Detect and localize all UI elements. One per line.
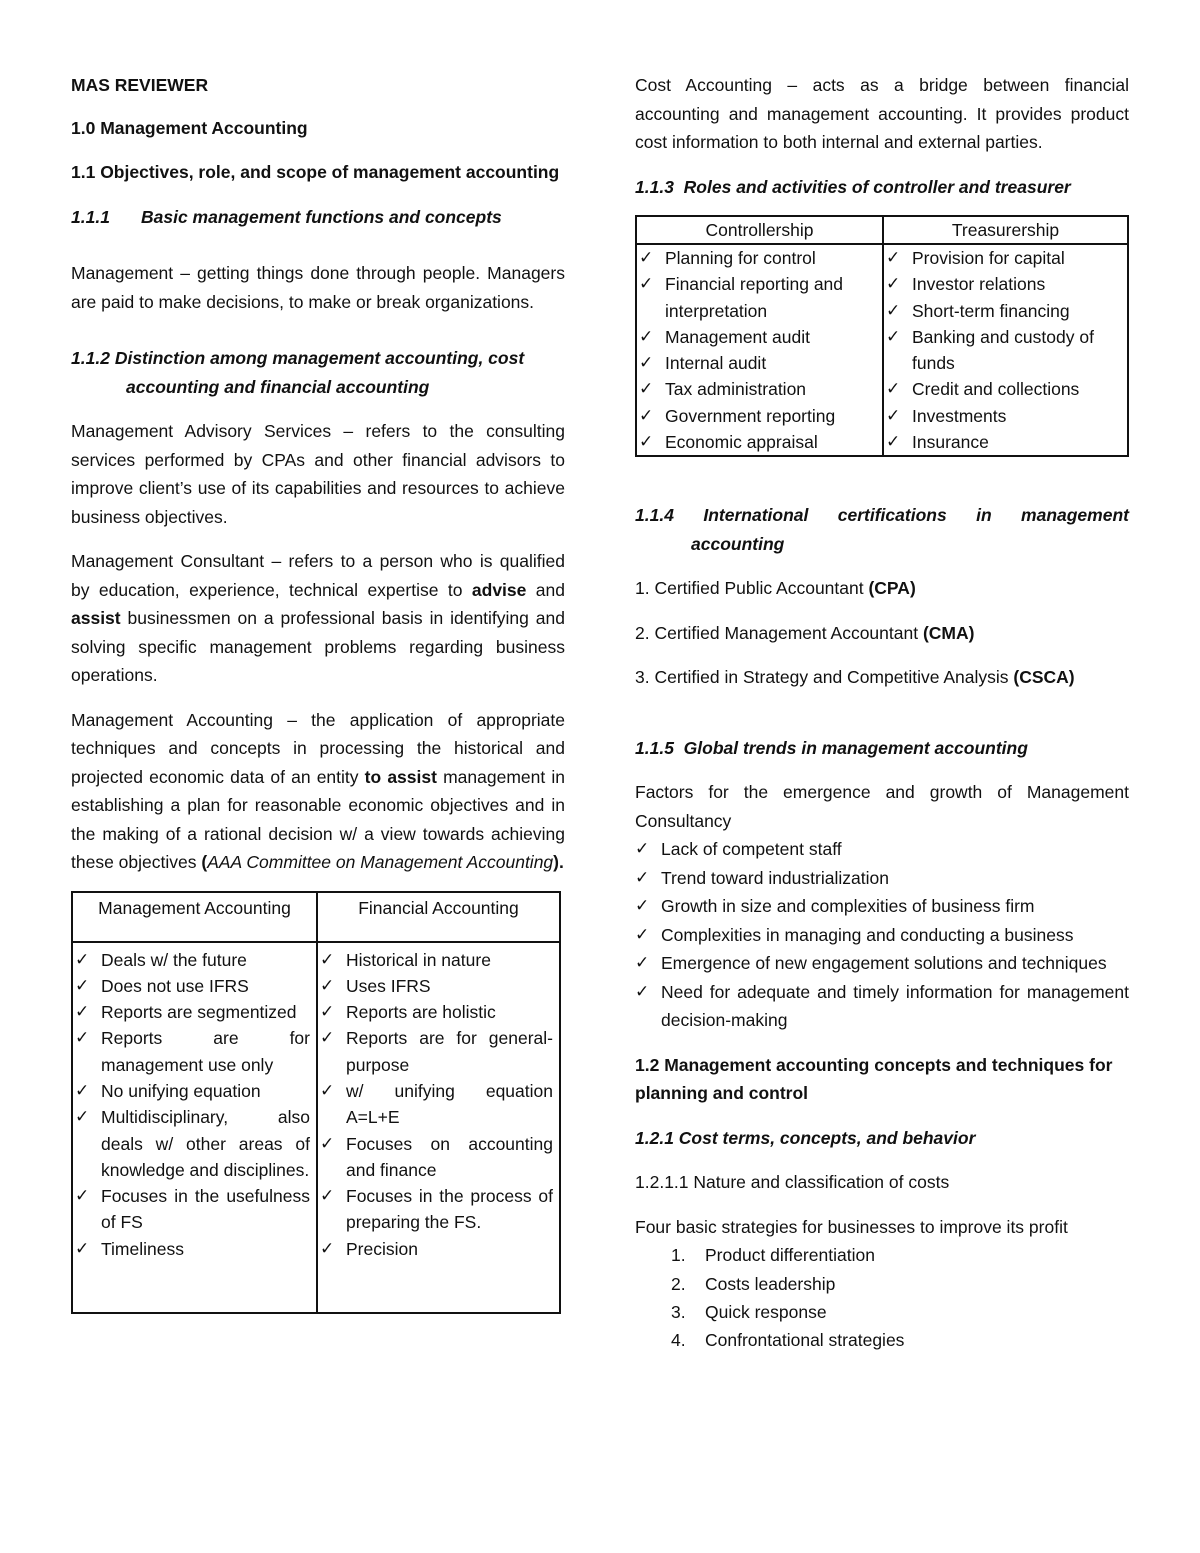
list-item-text: Focuses in the process of preparing the FS. <box>346 1186 553 1233</box>
paragraph-four-strategies: Four basic strategies for businesses to improve its profit <box>635 1216 1068 1237</box>
list-item-text: Multidisciplinary, also deals w/ other areas of knowledge and disciplines. <box>101 1107 310 1180</box>
certification-abbr: (CPA) <box>868 578 916 599</box>
management-accounting-cell <box>72 942 317 1313</box>
checkmark-icon: ✓ <box>75 1186 90 1206</box>
list-item <box>886 403 1125 429</box>
checkmark-icon: ✓ <box>886 405 901 425</box>
header-controllership: Controllership <box>636 216 883 244</box>
strategy-item <box>635 1241 1129 1269</box>
checkmark-icon: ✓ <box>639 379 654 399</box>
list-item-text: No unifying equation <box>101 1080 261 1101</box>
paragraph-factors: Factors for the emergence and growth of Management Consultancy <box>635 782 1129 831</box>
list-item <box>886 271 1125 297</box>
certification-item <box>635 663 1129 692</box>
strategy-text: Quick response <box>705 1301 827 1322</box>
list-item-text: Reports are for management use only <box>101 1028 310 1075</box>
strategy-item <box>635 1326 1129 1354</box>
list-item-text: Reports are for general-purpose <box>346 1028 553 1075</box>
checkmark-icon: ✓ <box>320 1238 335 1258</box>
management-accounting-list <box>75 947 310 1263</box>
list-item <box>639 324 880 350</box>
strategy-text: Product differentiation <box>705 1245 875 1266</box>
right-column <box>635 70 1129 1354</box>
list-item-text: Timeliness <box>101 1238 184 1259</box>
strategy-number: 4. <box>671 1329 686 1350</box>
list-item-text: Emergence of new engagement solutions and techniques <box>661 953 1107 974</box>
checkmark-icon: ✓ <box>320 975 335 995</box>
treasurership-cell <box>883 244 1128 456</box>
heading-1-1: 1.1 Objectives, role, and scope of management accounting <box>71 162 560 182</box>
list-item <box>635 835 1129 864</box>
strategy-number: 1. <box>671 1245 686 1266</box>
heading-1-2: 1.2 Management accounting concepts and techniques for planning and control <box>635 1054 1113 1104</box>
list-item <box>75 1236 310 1262</box>
checkmark-icon: ✓ <box>639 326 654 346</box>
list-item <box>320 1131 553 1184</box>
list-item-text: Historical in nature <box>346 949 491 970</box>
list-item <box>639 403 880 429</box>
certification-name: 1. Certified Public Accountant <box>635 578 869 599</box>
checkmark-icon: ✓ <box>886 326 901 346</box>
list-item <box>320 1236 553 1262</box>
list-item <box>320 973 553 999</box>
list-item <box>639 350 880 376</box>
list-item-text: Focuses in the usefulness of FS <box>101 1186 310 1233</box>
list-item-text: Does not use IFRS <box>101 975 249 996</box>
checkmark-icon: ✓ <box>886 432 901 452</box>
list-item-text: Provision for capital <box>912 248 1065 268</box>
header-financial-accounting: Financial Accounting <box>317 892 560 942</box>
checkmark-icon: ✓ <box>886 379 901 399</box>
list-item <box>886 429 1125 455</box>
checkmark-icon: ✓ <box>639 405 654 425</box>
list-item <box>75 973 310 999</box>
strategy-item <box>635 1270 1129 1298</box>
checkmark-icon: ✓ <box>320 1028 335 1048</box>
list-item-text: Trend toward industrialization <box>661 867 889 888</box>
list-item <box>639 245 880 271</box>
checkmark-icon: ✓ <box>886 274 901 294</box>
financial-accounting-list <box>320 947 553 1263</box>
table-header-row <box>72 892 560 942</box>
list-item-text: Credit and collections <box>912 379 1080 400</box>
list-item-text: Deals w/ the future <box>101 949 247 970</box>
list-item-text: Reports are segmentized <box>101 1002 297 1023</box>
list-item <box>75 947 310 973</box>
list-item-text: Short-term financing <box>912 300 1070 321</box>
list-item-text: Growth in size and complexities of business firm <box>661 896 1035 917</box>
list-item-text: Investments <box>912 405 1007 426</box>
checkmark-icon: ✓ <box>320 1002 335 1022</box>
list-item-text: Lack of competent staff <box>661 839 842 860</box>
checkmark-icon: ✓ <box>320 1133 335 1153</box>
checkmark-icon: ✓ <box>320 949 335 969</box>
checkmark-icon: ✓ <box>635 953 650 973</box>
heading-1-0: 1.0 Management Accounting <box>71 117 308 138</box>
list-item-text: Banking and custody of funds <box>912 326 1094 374</box>
list-item-text: Tax administration <box>665 379 807 400</box>
list-item <box>635 949 1129 978</box>
list-item <box>886 245 1125 271</box>
list-item-text: Uses IFRS <box>346 975 431 996</box>
list-item <box>639 429 880 455</box>
checkmark-icon: ✓ <box>886 248 901 267</box>
table-row <box>72 942 560 1313</box>
list-item <box>639 271 880 324</box>
checkmark-icon: ✓ <box>635 896 650 916</box>
comparison-table <box>71 891 561 1314</box>
checkmark-icon: ✓ <box>639 353 654 373</box>
table-row <box>636 244 1128 456</box>
list-item-text: Focuses on accounting and finance <box>346 1133 553 1180</box>
list-item-text: Management audit <box>665 326 810 347</box>
certification-abbr: (CMA) <box>922 622 975 643</box>
list-item-text: Investor relations <box>912 274 1046 295</box>
list-item-text: Government reporting <box>665 405 836 426</box>
factors-list <box>635 835 1129 1035</box>
list-item <box>886 298 1125 324</box>
list-item-text: Insurance <box>912 432 989 453</box>
checkmark-icon: ✓ <box>639 248 654 267</box>
checkmark-icon: ✓ <box>320 1080 335 1100</box>
certification-item <box>635 619 1129 648</box>
list-item <box>320 1025 553 1078</box>
heading-1-2-1: 1.2.1 Cost terms, concepts, and behavior <box>635 1127 976 1148</box>
list-item <box>639 376 880 402</box>
list-item-text: Economic appraisal <box>665 432 818 453</box>
list-item-text: Planning for control <box>665 248 816 268</box>
financial-accounting-cell <box>317 942 560 1313</box>
strategy-item <box>635 1298 1129 1326</box>
checkmark-icon: ✓ <box>320 1186 335 1206</box>
list-item <box>635 892 1129 921</box>
paragraph-mas: Management Advisory Services – refers to the consulting services performed by CPAs and other financial advisors to improve client’s use of its capabilities and resources to achieve business objectives. <box>71 421 565 527</box>
list-item <box>75 1183 310 1236</box>
list-item-text: w/ unifying equation A=L+E <box>346 1080 553 1128</box>
treasurership-list <box>886 245 1125 455</box>
heading-1-1-1: 1.1.1 Basic management functions and concepts <box>71 206 502 227</box>
roles-table <box>635 215 1129 457</box>
checkmark-icon: ✓ <box>75 949 90 969</box>
list-item-text: Complexities in managing and conducting a business <box>661 924 1074 945</box>
checkmark-icon: ✓ <box>75 1028 90 1048</box>
heading-1-1-2: 1.1.2 Distinction among management accounting, cost accounting and financial accounting <box>71 348 525 397</box>
certifications-list <box>635 574 1129 692</box>
heading-1-1-5: 1.1.5 Global trends in management accounting <box>635 737 1028 758</box>
checkmark-icon: ✓ <box>75 1107 90 1127</box>
list-item <box>75 1078 310 1104</box>
paragraph-management: Management – getting things done through people. Managers are paid to make decisions, to make or break organizations. <box>71 263 565 312</box>
strategies-list <box>635 1241 1129 1354</box>
heading-1-1-4: 1.1.4 International certifications in management accounting <box>635 505 1129 554</box>
list-item <box>886 376 1125 402</box>
paragraph-cost-accounting: Cost Accounting – acts as a bridge between financial accounting and management accounting. It provides product cost information to both internal and external parties. <box>635 75 1129 152</box>
list-item <box>320 947 553 973</box>
checkmark-icon: ✓ <box>75 975 90 995</box>
left-column <box>71 70 565 1314</box>
list-item-text: Internal audit <box>665 353 767 374</box>
checkmark-icon: ✓ <box>75 1238 90 1258</box>
list-item <box>886 324 1125 377</box>
list-item <box>635 864 1129 893</box>
list-item-text: Need for adequate and timely information for management decision-making <box>661 981 1129 1031</box>
list-item <box>75 1104 310 1183</box>
strategy-number: 2. <box>671 1273 686 1294</box>
paragraph-consultant: Management Consultant – refers to a person who is qualified by education, experience, technical expertise to advise and assist businessmen on a professional basis in identifying and solving specific management problems regarding business operations. <box>71 551 566 685</box>
strategy-number: 3. <box>671 1301 686 1322</box>
list-item <box>320 1078 553 1131</box>
list-item <box>320 1183 553 1236</box>
document-title: MAS REVIEWER <box>71 75 209 95</box>
checkmark-icon: ✓ <box>886 300 901 320</box>
header-treasurership: Treasurership <box>883 216 1128 244</box>
checkmark-icon: ✓ <box>635 924 650 944</box>
certification-abbr: (CSCA) <box>1013 667 1075 688</box>
checkmark-icon: ✓ <box>75 1002 90 1022</box>
strategy-text: Costs leadership <box>705 1273 836 1294</box>
controllership-cell <box>636 244 883 456</box>
list-item-text: Financial reporting and interpretation <box>665 274 844 321</box>
list-item <box>320 999 553 1025</box>
header-management-accounting: Management Accounting <box>72 892 317 942</box>
controllership-list <box>639 245 880 455</box>
list-item-text: Reports are holistic <box>346 1002 496 1023</box>
heading-1-2-1-1: 1.2.1.1 Nature and classification of costs <box>635 1172 950 1193</box>
certification-name: 3. Certified in Strategy and Competitive Analysis <box>635 667 1014 688</box>
paragraph-management-accounting: Management Accounting – the application of appropriate techniques and concepts in processing the historical and projected economic data of an entity to assist management in establishing a plan for reasonable economic objectives and in the making of a rational decision w/ a view towards achieving these objectives (AAA Committee on Management Accounting). <box>71 709 565 872</box>
table-header-row <box>636 216 1128 244</box>
checkmark-icon: ✓ <box>639 432 654 452</box>
strategy-text: Confrontational strategies <box>705 1329 905 1350</box>
list-item <box>635 978 1129 1035</box>
checkmark-icon: ✓ <box>639 274 654 294</box>
checkmark-icon: ✓ <box>635 839 650 859</box>
list-item <box>75 999 310 1025</box>
checkmark-icon: ✓ <box>75 1080 90 1100</box>
list-item <box>635 921 1129 950</box>
certification-item <box>635 574 1129 603</box>
heading-1-1-3: 1.1.3 Roles and activities of controller and treasurer <box>635 176 1071 197</box>
certification-name: 2. Certified Management Accountant <box>635 622 923 643</box>
list-item-text: Precision <box>346 1238 418 1259</box>
list-item <box>75 1025 310 1078</box>
checkmark-icon: ✓ <box>635 981 650 1001</box>
checkmark-icon: ✓ <box>635 867 650 887</box>
